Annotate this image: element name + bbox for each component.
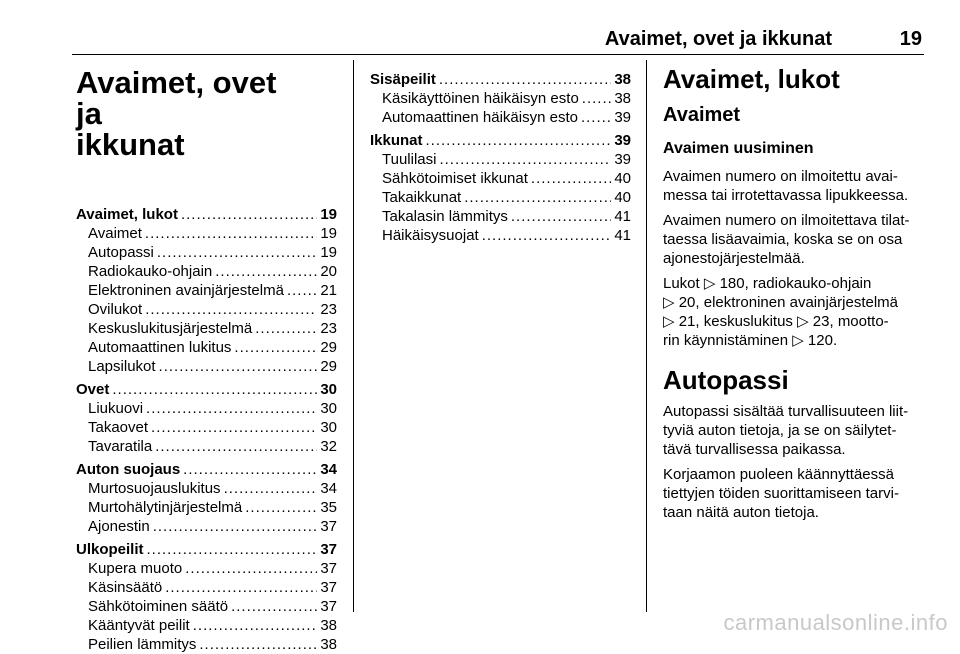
toc-section-entry[interactable]	[370, 131, 631, 150]
toc-entry[interactable]	[370, 207, 631, 226]
toc-entry-page: 40	[614, 170, 631, 187]
subsubsection-title: Avaimen uusiminen	[663, 140, 814, 157]
toc-entry-label: Häikäisysuojat	[382, 227, 479, 244]
toc-entry[interactable]	[370, 169, 631, 188]
section-title-autopassi: Autopassi	[663, 365, 789, 395]
toc-entry-page: 21	[320, 282, 337, 299]
toc-entry-label: Keskuslukitusjärjestelmä	[88, 320, 253, 337]
key-paragraphs	[663, 167, 927, 350]
page-number: 19	[899, 28, 922, 50]
toc-entry[interactable]	[76, 338, 337, 357]
toc-section-entry[interactable]	[76, 380, 337, 399]
toc-entry[interactable]	[76, 243, 337, 262]
toc-entry-page: 19	[320, 244, 337, 261]
toc-leader-dots	[464, 188, 611, 207]
toc-entry-page: 39	[614, 109, 631, 126]
toc-entry[interactable]	[76, 498, 337, 517]
paragraph-line: ▷ 20, elektroninen avainjärjestelmä	[663, 294, 898, 311]
toc-section-entry[interactable]	[76, 460, 337, 479]
toc-entry-page: 20	[320, 263, 337, 280]
toc-leader-dots	[153, 517, 318, 536]
toc-section-entry[interactable]	[370, 70, 631, 89]
toc-entry[interactable]	[76, 281, 337, 300]
running-header-title: Avaimet, ovet ja ikkunat	[604, 28, 832, 50]
toc-entry-label: Liukuovi	[88, 400, 144, 417]
toc-leader-dots	[245, 498, 317, 517]
toc-entry-page: 30	[320, 400, 337, 417]
subsection-title: Avaimet	[663, 104, 741, 126]
toc-leader-dots	[439, 150, 611, 169]
toc-entry[interactable]	[76, 319, 337, 338]
toc-leader-dots	[112, 380, 317, 399]
toc-entry-label: Takaovet	[88, 419, 149, 436]
toc-leader-dots	[185, 559, 317, 578]
content-column	[663, 60, 927, 522]
toc-entry-page: 19	[320, 206, 337, 223]
paragraph-line: tiettyjen töiden suorittamiseen tarvi-	[663, 485, 899, 502]
paragraph-line: Avaimen numero on ilmoitettava tilat-	[663, 212, 910, 229]
toc-entry-label: Sähkötoimiset ikkunat	[382, 170, 528, 187]
toc-entry-label: Ovilukot	[88, 301, 143, 318]
body-paragraph	[663, 167, 927, 205]
toc-entry-page: 29	[320, 358, 337, 375]
toc-entry-page: 30	[320, 381, 337, 398]
toc-entry-label: Ajonestin	[88, 518, 150, 535]
toc-leader-dots	[234, 338, 317, 357]
toc-entry-page: 38	[614, 71, 631, 88]
toc-entry-page: 39	[614, 132, 631, 149]
toc-entry-page: 41	[614, 227, 631, 244]
toc-leader-dots	[193, 616, 318, 635]
toc-entry-label: Kääntyvät peilit	[88, 617, 190, 634]
column-divider-left	[353, 60, 354, 612]
toc-entry-label: Käsinsäätö	[88, 579, 163, 596]
body-paragraph	[663, 465, 927, 522]
running-header	[72, 28, 924, 55]
toc-leader-dots	[155, 437, 317, 456]
toc-section-entry[interactable]	[76, 205, 337, 224]
chapter-title-line-2: ikkunat	[76, 127, 185, 162]
toc-entry[interactable]	[76, 479, 337, 498]
toc-entry-label: Käsikäyttöinen häikäisyn esto	[382, 90, 579, 107]
toc-entry-label: Sisäpeilit	[370, 71, 436, 88]
toc-leader-dots	[145, 300, 317, 319]
toc-entry[interactable]	[76, 300, 337, 319]
toc-entry-page: 37	[320, 579, 337, 596]
toc-leader-dots	[147, 540, 318, 559]
paragraph-line: tyviä auton tietoja, ja se on säilytet-	[663, 422, 897, 439]
toc-leader-dots	[215, 262, 317, 281]
toc-leader-dots	[159, 357, 318, 376]
paragraph-line: Korjaamon puoleen käännyttäessä	[663, 466, 894, 483]
toc-entry-label: Elektroninen avainjärjestelmä	[88, 282, 284, 299]
toc-entry-label: Ovet	[76, 381, 110, 398]
toc-entry-label: Tuulilasi	[382, 151, 437, 168]
toc-entry[interactable]	[76, 517, 337, 536]
toc-entry[interactable]	[370, 150, 631, 169]
paragraph-line: tävä turvallisessa paikassa.	[663, 441, 846, 458]
toc-section-entry[interactable]	[76, 540, 337, 559]
toc-entry-label: Ikkunat	[370, 132, 423, 149]
body-paragraph	[663, 211, 927, 268]
paragraph-line: Lukot ▷ 180, radiokauko-ohjain	[663, 275, 872, 292]
toc-entry-page: 38	[614, 90, 631, 107]
toc-leader-dots	[231, 597, 317, 616]
toc-entry-label: Peilien lämmitys	[88, 636, 197, 653]
toc-leader-dots	[199, 635, 317, 654]
toc-entry[interactable]	[76, 437, 337, 456]
toc-leader-dots	[511, 207, 611, 226]
toc-leader-dots	[165, 578, 317, 597]
toc-entry[interactable]	[370, 188, 631, 207]
toc-entry-page: 37	[320, 518, 337, 535]
toc-entry[interactable]	[76, 262, 337, 281]
toc-entry[interactable]	[76, 357, 337, 376]
paragraph-line: ajonestojärjestelmää.	[663, 250, 805, 267]
autopassi-paragraphs	[663, 402, 927, 522]
toc-leader-dots	[255, 319, 317, 338]
watermark: carmanualsonline.info	[723, 610, 948, 635]
toc-entry[interactable]	[76, 418, 337, 437]
toc-entry[interactable]	[370, 108, 631, 127]
toc-leader-dots	[145, 224, 317, 243]
toc-entry-page: 23	[320, 301, 337, 318]
toc-leader-dots	[181, 205, 317, 224]
toc-entry-page: 37	[320, 598, 337, 615]
toc-leader-dots	[287, 281, 317, 300]
toc-entry-page: 39	[614, 151, 631, 168]
toc-entry-page: 34	[320, 480, 337, 497]
paragraph-line: Autopassi sisältää turvallisuuteen liit-	[663, 403, 909, 420]
toc-leader-dots	[183, 460, 317, 479]
toc-entry-label: Autopassi	[88, 244, 154, 261]
body-paragraph	[663, 274, 927, 350]
toc-entry-label: Radiokauko-ohjain	[88, 263, 213, 280]
toc-entry-label: Takaikkunat	[382, 189, 462, 206]
toc-entry-page: 35	[320, 499, 337, 516]
toc-entry[interactable]	[76, 597, 337, 616]
toc-leader-dots	[482, 226, 612, 245]
toc-entry-page: 23	[320, 320, 337, 337]
chapter-title	[76, 67, 306, 160]
toc-entry[interactable]	[76, 559, 337, 578]
toc-entry-label: Takalasin lämmitys	[382, 208, 508, 225]
toc-leader-dots	[531, 169, 611, 188]
toc-entry-page: 40	[614, 189, 631, 206]
toc-entry-page: 38	[320, 636, 337, 653]
paragraph-line: taessa lisäavaimia, koska se on osa	[663, 231, 903, 248]
toc-entry-page: 29	[320, 339, 337, 356]
toc-leader-dots	[151, 418, 317, 437]
toc-entry-label: Auton suojaus	[76, 461, 181, 478]
toc-entry[interactable]	[76, 635, 337, 654]
toc-leader-dots	[157, 243, 317, 262]
paragraph-line: Avaimen numero on ilmoitettu avai-	[663, 168, 898, 185]
toc-column-1	[76, 60, 337, 654]
body-paragraph	[663, 402, 927, 459]
toc-leader-dots	[426, 131, 612, 150]
paragraph-line: rin käynnistäminen ▷ 120.	[663, 332, 838, 349]
toc-leader-dots	[439, 70, 611, 89]
toc-entry-label: Automaattinen häikäisyn esto	[382, 109, 578, 126]
paragraph-line: taan näitä auton tietoja.	[663, 504, 819, 521]
toc-entry[interactable]	[76, 578, 337, 597]
paragraph-line: ▷ 21, keskuslukitus ▷ 23, mootto-	[663, 313, 889, 330]
toc-entry-page: 30	[320, 419, 337, 436]
column-divider-right	[646, 60, 647, 612]
toc-entry-label: Kupera muoto	[88, 560, 183, 577]
toc-column-2	[370, 60, 631, 245]
toc-entry-label: Avaimet, lukot	[76, 206, 178, 223]
toc-entry-page: 37	[320, 541, 337, 558]
paragraph-line: messa tai irrotettavassa lipukkeessa.	[663, 187, 909, 204]
toc-entry-page: 32	[320, 438, 337, 455]
toc-entry-label: Avaimet	[88, 225, 142, 242]
toc-entry-page: 41	[614, 208, 631, 225]
toc-entry[interactable]	[370, 226, 631, 245]
toc-entry[interactable]	[370, 89, 631, 108]
toc-leader-dots	[582, 89, 612, 108]
section-title: Avaimet, lukot	[663, 64, 840, 94]
toc-entry-page: 19	[320, 225, 337, 242]
toc-entry-page: 34	[320, 461, 337, 478]
toc-entry[interactable]	[76, 616, 337, 635]
toc-entry[interactable]	[76, 224, 337, 243]
toc-leader-dots	[581, 108, 611, 127]
toc-leader-dots	[146, 399, 317, 418]
table-of-contents	[76, 205, 337, 654]
toc-entry[interactable]	[76, 399, 337, 418]
table-of-contents-continued	[370, 70, 631, 245]
toc-entry-label: Murtosuojauslukitus	[88, 480, 221, 497]
toc-entry-label: Sähkötoiminen säätö	[88, 598, 229, 615]
toc-entry-label: Ulkopeilit	[76, 541, 144, 558]
toc-entry-label: Automaattinen lukitus	[88, 339, 232, 356]
toc-entry-label: Tavaratila	[88, 438, 153, 455]
toc-entry-page: 37	[320, 560, 337, 577]
toc-entry-label: Lapsilukot	[88, 358, 156, 375]
toc-leader-dots	[224, 479, 318, 498]
toc-entry-page: 38	[320, 617, 337, 634]
chapter-title-line-1: Avaimet, ovet ja	[76, 65, 277, 131]
toc-entry-label: Murtohälytinjärjestelmä	[88, 499, 243, 516]
